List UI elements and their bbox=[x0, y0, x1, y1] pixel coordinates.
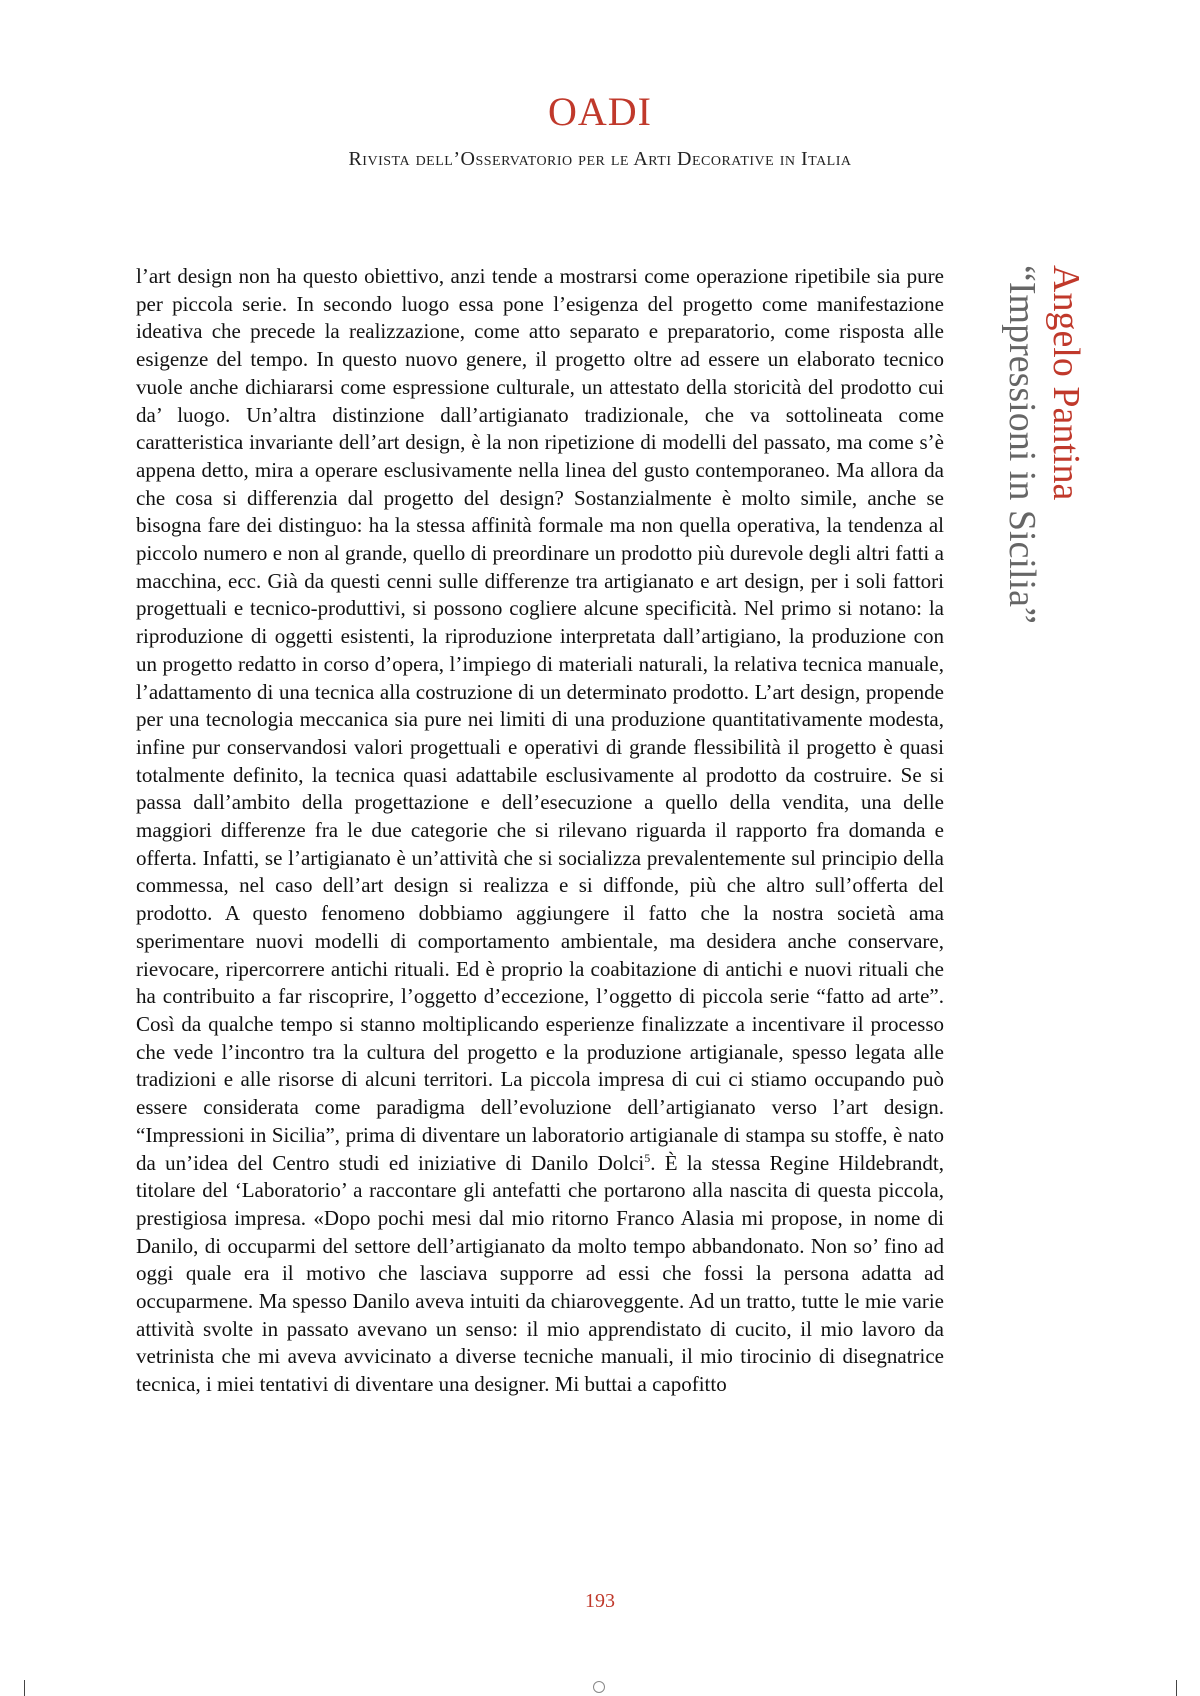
footnote-reference[interactable]: 5 bbox=[644, 1150, 651, 1165]
registration-mark bbox=[593, 1681, 605, 1693]
article-side-heading bbox=[988, 265, 1088, 735]
crop-mark-right bbox=[1176, 1680, 1177, 1696]
journal-subtitle: Rivista dell’Osservatorio per le Arti Decorative in Italia bbox=[348, 148, 852, 170]
crop-mark-left bbox=[24, 1680, 25, 1696]
journal-masthead bbox=[0, 88, 1200, 172]
article-author: Angelo Pantina bbox=[1045, 265, 1087, 501]
side-heading-rotated bbox=[1000, 265, 1088, 735]
body-text-part-1: l’art design non ha questo obiettivo, anzi tende a mostrarsi come operazione ripetibile sia pure per piccola serie. In secondo luogo essa pone l’esigenza del progetto come manifestazione ideativa che precede la realizzazione, come atto separato e preparatorio, come risposta alle esigenze del tempo. In questo nuovo genere, il progetto oltre ad essere un elaborato tecnico vuole anche dichiararsi come espressione culturale, un attestato della storicità del prodotto cui da’ luogo. Un’altra distinzione dall’artigianato tradizionale, che va sottolineata come caratteristica invariante dell’art design, è la non ripetizione di modelli del passato, ma come s’è appena detto, mira a operare esclusivamente nella linea del gusto contemporaneo. Ma allora da che cosa si differenzia dal progetto del design? Sostanzialmente è molto simile, anche se bisogna fare dei distinguo: ha la stessa affinità formale ma non quella operativa, la tendenza al piccolo numero e non al grande, quello di preordinare un prodotto più durevole degli altri fatti a macchina, ecc. Già da questi cenni sulle differenze tra artigianato e art design, per i soli fattori progettuali e tecnico-produttivi, si possono cogliere alcune specificità. Nel primo si notano: la riproduzione di oggetti esistenti, la riproduzione interpretata dall’artigiano, la produzione con un progetto redatto in corso d’opera, l’impiego di materiali naturali, la relativa tecnica manuale, l’adattamento di una tecnica alla costruzione di un determinato prodotto. L’art design, propende per una tecnologia meccanica sia pure nei limiti di una produzione quantitativamente modesta, infine pur conservandosi valori progettuali e operativi di grande flessibilità il progetto è quasi totalmente definito, la tecnica quasi adattabile esclusivamente al prodotto da costruire. Se si passa dall’ambito della progettazione e dell’esecuzione a quello della vendita, una delle maggiori differenze fra le due categorie che si rilevano riguarda il rapporto fra domanda e offerta. Infatti, se l’artigianato è un’attività che si socializza prevalentemente sul principio della commessa, nel caso dell’art design si realizza e si diffonde, più che altro sull’offerta del prodotto. A questo fenomeno dobbiamo aggiungere il fatto che la nostra società ama sperimentare nuovi modelli di comportamento ambientale, ma desidera anche conservare, rievocare, ripercorrere antichi rituali. Ed è proprio la coabitazione di antichi e nuovi rituali che ha contribuito a far riscoprire, l’oggetto d’eccezione, l’oggetto di piccola serie “fatto ad arte”. Così da qualche tempo si stanno moltiplicando esperienze finalizzate a incentivare il processo che vede l’incontro tra la cultura del progetto e la produzione artigianale, spesso legata alle tradizioni e alle risorse di alcuni territori. La piccola impresa di cui ci stiamo occupando può essere considerata come paradigma dell’evoluzione dell’artigianato verso l’art design. “Impressioni in Sicilia”, prima di diventare un laboratorio artigianale di stampa su stoffe, è nato da un’idea del Centro studi ed iniziative di Danilo Dolci bbox=[136, 264, 944, 1175]
journal-name: OADI bbox=[548, 89, 652, 134]
page-number: 193 bbox=[585, 1590, 615, 1612]
article-body bbox=[136, 263, 944, 1399]
body-text-part-2: . È la stessa Regine Hildebrandt, titolare del ‘Laboratorio’ a raccontare gli antefatti che portarono alla nascita di questa piccola, prestigiosa impresa. «Dopo pochi mesi dal mio ritorno Franco Alasia mi propose, in nome di Danilo, di occuparmi del settore dell’artigianato da molto tempo abbandonato. Non so’ fino ad oggi quale era il motivo che lasciava supporre ad essi che fossi la persona adatta ad occuparmene. Ma spesso Danilo aveva intuiti da chiaroveggente. Ad un tratto, tutte le mie varie attività svolte in passato avevano un senso: il mio apprendistato di cucito, il mio lavoro da vetrinista che mi aveva avvicinato a diverse tecniche manuali, il mio tirocinio di disegnatrice tecnica, i miei tentativi di diventare una designer. Mi buttai a capofitto bbox=[136, 1150, 945, 1397]
article-title: “Impressioni in Sicilia” bbox=[1001, 265, 1043, 624]
body-paragraph bbox=[136, 263, 944, 1399]
